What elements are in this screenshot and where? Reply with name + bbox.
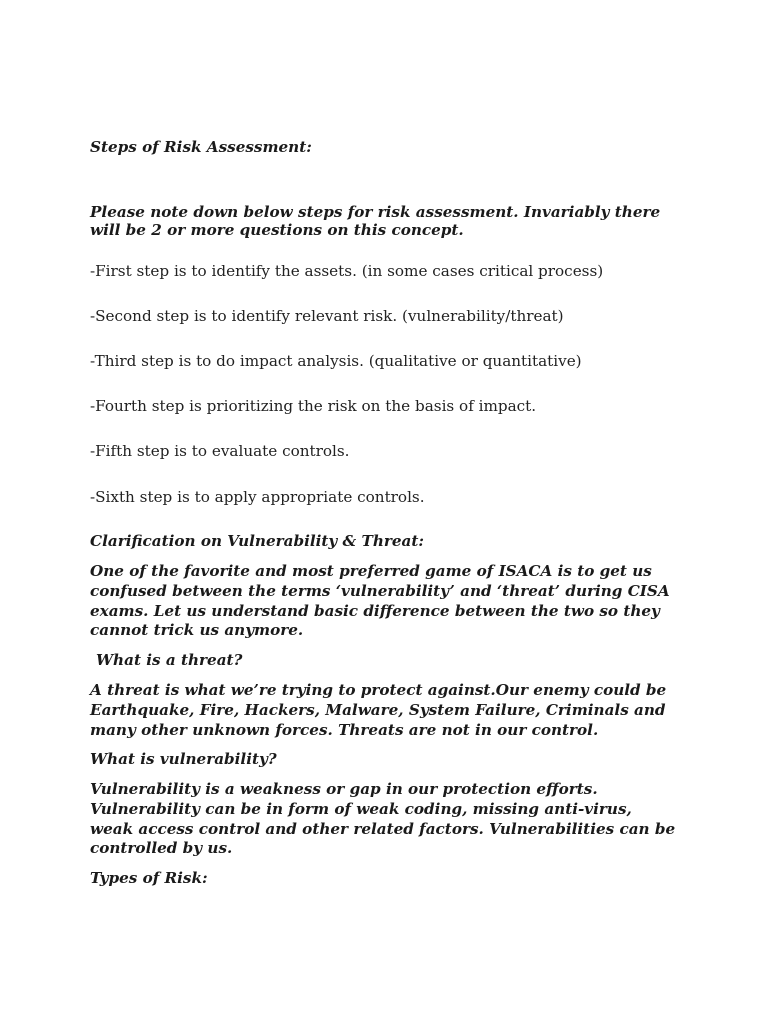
step-item-4: -Fourth step is prioritizing the risk on the basis of impact.	[90, 397, 537, 415]
vulnerability-answer: Vulnerability is a weakness or gap in our protection efforts. Vulnerability can be in form of weak coding, missing anti-virus, weak access control and other related factors. Vulnerabilities can be controlled by us.	[90, 780, 676, 858]
clarification-paragraph: One of the favorite and most preferred game of ISACA is to get us confused between the terms ‘vulnerability’ and ‘threat’ during CISA exams. Let us understand basic difference between the two so they cannot trick us anymore.	[90, 562, 670, 640]
section-heading-types-of-risk: Types of Risk:	[90, 869, 208, 887]
step-item-1: -First step is to identify the assets. (in some cases critical process)	[90, 262, 604, 280]
intro-paragraph: Please note down below steps for risk assessment. Invariably there will be 2 or more questions on this concept.	[90, 203, 661, 239]
threat-answer: A threat is what we’re trying to protect against.Our enemy could be Earthquake, Fire, Hackers, Malware, System Failure, Criminals and many other unknown forces. Threats are not in our control.	[90, 681, 667, 739]
step-item-2: -Second step is to identify relevant risk. (vulnerability/threat)	[90, 307, 564, 325]
step-item-3: -Third step is to do impact analysis. (qualitative or quantitative)	[90, 352, 582, 370]
step-item-6: -Sixth step is to apply appropriate controls.	[90, 488, 425, 506]
vulnerability-question: What is vulnerability?	[90, 750, 277, 768]
section-heading-steps: Steps of Risk Assessment:	[90, 138, 312, 156]
section-heading-clarification: Clarification on Vulnerability & Threat:	[90, 532, 424, 550]
threat-question: What is a threat?	[96, 651, 243, 669]
step-item-5: -Fifth step is to evaluate controls.	[90, 442, 350, 460]
